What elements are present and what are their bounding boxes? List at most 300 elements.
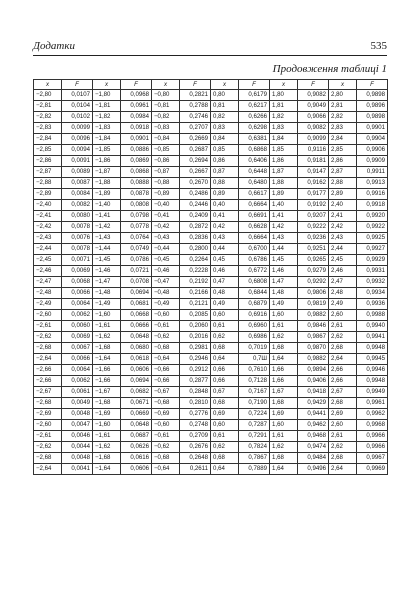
column-header-x: x bbox=[270, 80, 298, 90]
x-value-cell: −0,48 bbox=[152, 288, 180, 299]
x-value-cell: 0,62 bbox=[211, 332, 239, 343]
f-value-cell: 0,9819 bbox=[298, 299, 329, 310]
f-value-cell: 0,9867 bbox=[298, 332, 329, 343]
table-row bbox=[34, 288, 388, 299]
f-value-cell: 0,2776 bbox=[180, 409, 211, 420]
f-value-cell: 0,6298 bbox=[239, 123, 270, 134]
x-value-cell: −0,88 bbox=[152, 178, 180, 189]
f-value-cell: 0,0968 bbox=[121, 90, 152, 101]
f-value-cell: 0,2446 bbox=[180, 200, 211, 211]
x-value-cell: 1,68 bbox=[270, 453, 298, 464]
x-value-cell: 1,82 bbox=[270, 112, 298, 123]
x-value-cell: −1,42 bbox=[93, 222, 121, 233]
x-value-cell: −0,43 bbox=[152, 233, 180, 244]
f-value-cell: 0,9949 bbox=[357, 387, 388, 398]
x-value-cell: 2,85 bbox=[329, 145, 357, 156]
f-value-cell: 0,9251 bbox=[298, 244, 329, 255]
x-value-cell: −1,60 bbox=[93, 310, 121, 321]
f-value-cell: 0,0084 bbox=[62, 189, 93, 200]
x-value-cell: −0,40 bbox=[152, 200, 180, 211]
x-value-cell: 0,68 bbox=[211, 453, 239, 464]
x-value-cell: 2,66 bbox=[329, 376, 357, 387]
f-value-cell: 0,9966 bbox=[357, 431, 388, 442]
column-header-x: x bbox=[152, 80, 180, 90]
f-value-cell: 0,7190 bbox=[239, 398, 270, 409]
table-row bbox=[34, 156, 388, 167]
table-row bbox=[34, 354, 388, 365]
x-value-cell: −0,44 bbox=[152, 244, 180, 255]
f-value-cell: 0,0041 bbox=[62, 464, 93, 475]
f-value-cell: 0,0068 bbox=[62, 277, 93, 288]
x-value-cell: 2,66 bbox=[329, 365, 357, 376]
x-value-cell: −2,44 bbox=[34, 244, 62, 255]
f-value-cell: 0,0069 bbox=[62, 266, 93, 277]
x-value-cell: 1,44 bbox=[270, 244, 298, 255]
x-value-cell: 0,48 bbox=[211, 288, 239, 299]
column-header-f: F bbox=[62, 80, 93, 90]
x-value-cell: −0,62 bbox=[152, 332, 180, 343]
f-value-cell: 0,0878 bbox=[121, 189, 152, 200]
x-value-cell: 2,87 bbox=[329, 167, 357, 178]
f-value-cell: 0,7019 bbox=[239, 343, 270, 354]
f-value-cell: 0,9898 bbox=[357, 90, 388, 101]
f-value-cell: 0,9496 bbox=[298, 464, 329, 475]
x-value-cell: −1,61 bbox=[93, 321, 121, 332]
f-value-cell: 0,9945 bbox=[357, 354, 388, 365]
x-value-cell: 1,88 bbox=[270, 178, 298, 189]
x-value-cell: 0,60 bbox=[211, 420, 239, 431]
f-value-cell: 0,9207 bbox=[298, 211, 329, 222]
f-value-cell: 0,0067 bbox=[62, 343, 93, 354]
x-value-cell: −2,40 bbox=[34, 200, 62, 211]
x-value-cell: 2,68 bbox=[329, 453, 357, 464]
table-row bbox=[34, 365, 388, 376]
x-value-cell: −1,45 bbox=[93, 255, 121, 266]
table-row bbox=[34, 167, 388, 178]
x-value-cell: −0,68 bbox=[152, 343, 180, 354]
x-value-cell: −2,45 bbox=[34, 255, 62, 266]
x-value-cell: −1,40 bbox=[93, 200, 121, 211]
x-value-cell: 0,60 bbox=[211, 310, 239, 321]
f-value-cell: 0,2800 bbox=[180, 244, 211, 255]
x-value-cell: −1,48 bbox=[93, 288, 121, 299]
x-value-cell: −1,60 bbox=[93, 420, 121, 431]
f-value-cell: 0,9099 bbox=[298, 134, 329, 145]
table-row bbox=[34, 277, 388, 288]
column-header-x: x bbox=[211, 80, 239, 90]
f-value-cell: 0,0094 bbox=[62, 145, 93, 156]
f-value-cell: 0,0082 bbox=[62, 200, 93, 211]
x-value-cell: 2,42 bbox=[329, 222, 357, 233]
x-value-cell: −2,68 bbox=[34, 453, 62, 464]
f-value-cell: 0,9931 bbox=[357, 266, 388, 277]
f-value-cell: 0,9429 bbox=[298, 398, 329, 409]
x-value-cell: 0,64 bbox=[211, 354, 239, 365]
f-value-cell: 0,9929 bbox=[357, 255, 388, 266]
x-value-cell: 2,61 bbox=[329, 321, 357, 332]
f-value-cell: 0,0682 bbox=[121, 387, 152, 398]
x-value-cell: −1,82 bbox=[93, 112, 121, 123]
f-value-cell: 0,2748 bbox=[180, 420, 211, 431]
x-value-cell: 0,66 bbox=[211, 365, 239, 376]
f-value-cell: 0,0869 bbox=[121, 156, 152, 167]
table-row bbox=[34, 310, 388, 321]
x-value-cell: 2,43 bbox=[329, 233, 357, 244]
x-value-cell: −1,88 bbox=[93, 178, 121, 189]
x-value-cell: 2,80 bbox=[329, 90, 357, 101]
normal-distribution-table bbox=[33, 79, 388, 475]
table-row bbox=[34, 145, 388, 156]
f-value-cell: 0,0798 bbox=[121, 211, 152, 222]
f-value-cell: 0,2085 bbox=[180, 310, 211, 321]
table-row bbox=[34, 431, 388, 442]
f-value-cell: 0,0606 bbox=[121, 365, 152, 376]
f-value-cell: 0,9116 bbox=[298, 145, 329, 156]
x-value-cell: −2,64 bbox=[34, 464, 62, 475]
f-value-cell: 0,9948 bbox=[357, 376, 388, 387]
f-value-cell: 0,9934 bbox=[357, 288, 388, 299]
x-value-cell: 2,64 bbox=[329, 354, 357, 365]
f-value-cell: 0,9920 bbox=[357, 211, 388, 222]
f-value-cell: 0,6664 bbox=[239, 200, 270, 211]
column-header-f: F bbox=[121, 80, 152, 90]
f-value-cell: 0,0721 bbox=[121, 266, 152, 277]
x-value-cell: 0,46 bbox=[211, 266, 239, 277]
table-row bbox=[34, 299, 388, 310]
x-value-cell: 2,41 bbox=[329, 211, 357, 222]
page-number: 535 bbox=[370, 40, 387, 52]
x-value-cell: −1,86 bbox=[93, 156, 121, 167]
x-value-cell: −1,62 bbox=[93, 442, 121, 453]
x-value-cell: −2,89 bbox=[34, 189, 62, 200]
f-value-cell: 0,9967 bbox=[357, 453, 388, 464]
x-value-cell: 2,82 bbox=[329, 112, 357, 123]
x-value-cell: 0,85 bbox=[211, 145, 239, 156]
x-value-cell: 2,62 bbox=[329, 442, 357, 453]
x-value-cell: 0,64 bbox=[211, 464, 239, 475]
f-value-cell: 0,0064 bbox=[62, 299, 93, 310]
x-value-cell: −2,48 bbox=[34, 288, 62, 299]
x-value-cell: 0,61 bbox=[211, 321, 239, 332]
table-row bbox=[34, 442, 388, 453]
f-value-cell: 0,9049 bbox=[298, 101, 329, 112]
x-value-cell: −1,81 bbox=[93, 101, 121, 112]
x-value-cell: 1,45 bbox=[270, 255, 298, 266]
x-value-cell: 0,45 bbox=[211, 255, 239, 266]
f-value-cell: 0,9462 bbox=[298, 420, 329, 431]
f-value-cell: 0,9962 bbox=[357, 409, 388, 420]
f-value-cell: 0,7824 bbox=[239, 442, 270, 453]
table-row bbox=[34, 189, 388, 200]
table-row bbox=[34, 266, 388, 277]
x-value-cell: 2,48 bbox=[329, 288, 357, 299]
x-value-cell: 2,86 bbox=[329, 156, 357, 167]
x-value-cell: 0,69 bbox=[211, 409, 239, 420]
f-value-cell: 0,9906 bbox=[357, 145, 388, 156]
x-value-cell: −1,84 bbox=[93, 134, 121, 145]
column-header-f: F bbox=[357, 80, 388, 90]
x-value-cell: 0,42 bbox=[211, 222, 239, 233]
f-value-cell: 0,0886 bbox=[121, 145, 152, 156]
f-value-cell: 0,0080 bbox=[62, 211, 93, 222]
column-header-f: F bbox=[239, 80, 270, 90]
f-value-cell: 0,0888 bbox=[121, 178, 152, 189]
f-value-cell: 0,0076 bbox=[62, 233, 93, 244]
f-value-cell: 0,0099 bbox=[62, 123, 93, 134]
f-value-cell: 0,6406 bbox=[239, 156, 270, 167]
f-value-cell: 0,9913 bbox=[357, 178, 388, 189]
x-value-cell: −2,60 bbox=[34, 420, 62, 431]
x-value-cell: −1,83 bbox=[93, 123, 121, 134]
f-value-cell: 0,7610 bbox=[239, 365, 270, 376]
f-value-cell: 0,9988 bbox=[357, 310, 388, 321]
f-value-cell: 0,0764 bbox=[121, 233, 152, 244]
f-value-cell: 0,9966 bbox=[357, 442, 388, 453]
f-value-cell: 0,2872 bbox=[180, 222, 211, 233]
x-value-cell: −1,66 bbox=[93, 376, 121, 387]
table-row bbox=[34, 90, 388, 101]
f-value-cell: 0,7224 bbox=[239, 409, 270, 420]
f-value-cell: 0,0062 bbox=[62, 310, 93, 321]
x-value-cell: −2,84 bbox=[34, 134, 62, 145]
x-value-cell: 0,40 bbox=[211, 200, 239, 211]
f-value-cell: 0,9418 bbox=[298, 387, 329, 398]
f-value-cell: 0,9940 bbox=[357, 321, 388, 332]
f-value-cell: 0,9882 bbox=[298, 310, 329, 321]
table-row bbox=[34, 398, 388, 409]
x-value-cell: −1,66 bbox=[93, 365, 121, 376]
x-value-cell: −0,61 bbox=[152, 431, 180, 442]
f-value-cell: 0,9948 bbox=[357, 343, 388, 354]
f-value-cell: 0,9147 bbox=[298, 167, 329, 178]
x-value-cell: 2,64 bbox=[329, 464, 357, 475]
f-value-cell: 0,6700 bbox=[239, 244, 270, 255]
f-value-cell: 0,9918 bbox=[357, 200, 388, 211]
x-value-cell: 1,83 bbox=[270, 123, 298, 134]
f-value-cell: 0,6480 bbox=[239, 178, 270, 189]
f-value-cell: 0,9901 bbox=[357, 123, 388, 134]
x-value-cell: −1,46 bbox=[93, 266, 121, 277]
x-value-cell: −1,62 bbox=[93, 332, 121, 343]
x-value-cell: −0,85 bbox=[152, 145, 180, 156]
f-value-cell: 0,0808 bbox=[121, 200, 152, 211]
x-value-cell: 1,67 bbox=[270, 387, 298, 398]
f-value-cell: 0,6868 bbox=[239, 145, 270, 156]
x-value-cell: −2,85 bbox=[34, 145, 62, 156]
f-value-cell: 0,9468 bbox=[298, 431, 329, 442]
x-value-cell: 2,47 bbox=[329, 277, 357, 288]
f-value-cell: 0,0984 bbox=[121, 112, 152, 123]
column-header-x: x bbox=[34, 80, 62, 90]
x-value-cell: −1,41 bbox=[93, 211, 121, 222]
f-value-cell: 0,6664 bbox=[239, 233, 270, 244]
f-value-cell: 0,2121 bbox=[180, 299, 211, 310]
header-rule bbox=[33, 55, 387, 56]
x-value-cell: −0,83 bbox=[152, 123, 180, 134]
x-value-cell: −1,68 bbox=[93, 453, 121, 464]
f-value-cell: 0,6381 bbox=[239, 134, 270, 145]
f-value-cell: 0,7867 bbox=[239, 453, 270, 464]
x-value-cell: 1,47 bbox=[270, 277, 298, 288]
x-value-cell: −0,46 bbox=[152, 266, 180, 277]
f-value-cell: 0,9925 bbox=[357, 233, 388, 244]
f-value-cell: 0,9932 bbox=[357, 277, 388, 288]
x-value-cell: −1,87 bbox=[93, 167, 121, 178]
x-value-cell: −2,43 bbox=[34, 233, 62, 244]
column-header-x: x bbox=[93, 80, 121, 90]
x-value-cell: −0,86 bbox=[152, 156, 180, 167]
x-value-cell: −0,69 bbox=[152, 409, 180, 420]
f-value-cell: 0,2848 bbox=[180, 387, 211, 398]
f-value-cell: 0,0104 bbox=[62, 101, 93, 112]
f-value-cell: 0,6691 bbox=[239, 211, 270, 222]
x-value-cell: −2,66 bbox=[34, 365, 62, 376]
f-value-cell: 0,9082 bbox=[298, 123, 329, 134]
x-value-cell: 2,68 bbox=[329, 343, 357, 354]
f-value-cell: 0,9082 bbox=[298, 90, 329, 101]
x-value-cell: 2,45 bbox=[329, 255, 357, 266]
x-value-cell: 0,89 bbox=[211, 189, 239, 200]
x-value-cell: −1,68 bbox=[93, 398, 121, 409]
x-value-cell: 1,66 bbox=[270, 365, 298, 376]
f-value-cell: 0,2192 bbox=[180, 277, 211, 288]
x-value-cell: 1,68 bbox=[270, 343, 298, 354]
x-value-cell: 2,49 bbox=[329, 299, 357, 310]
column-header-x: x bbox=[329, 80, 357, 90]
f-value-cell: 0,0091 bbox=[62, 156, 93, 167]
x-value-cell: −1,85 bbox=[93, 145, 121, 156]
x-value-cell: 1,80 bbox=[270, 90, 298, 101]
x-value-cell: 0,84 bbox=[211, 134, 239, 145]
table-row bbox=[34, 420, 388, 431]
f-value-cell: 0,9896 bbox=[357, 101, 388, 112]
f-value-cell: 0,0044 bbox=[62, 442, 93, 453]
x-value-cell: −2,83 bbox=[34, 123, 62, 134]
f-value-cell: 0,0687 bbox=[121, 431, 152, 442]
f-value-cell: 0,0918 bbox=[121, 123, 152, 134]
x-value-cell: 1,81 bbox=[270, 101, 298, 112]
f-value-cell: 0,7287 bbox=[239, 420, 270, 431]
f-value-cell: 0,9882 bbox=[298, 354, 329, 365]
f-value-cell: 0,2264 bbox=[180, 255, 211, 266]
f-value-cell: 0,7128 bbox=[239, 376, 270, 387]
table-row bbox=[34, 387, 388, 398]
x-value-cell: −1,43 bbox=[93, 233, 121, 244]
f-value-cell: 0,9181 bbox=[298, 156, 329, 167]
x-value-cell: 1,64 bbox=[270, 354, 298, 365]
f-value-cell: 0,2981 bbox=[180, 343, 211, 354]
x-value-cell: −0,60 bbox=[152, 420, 180, 431]
x-value-cell: 1,61 bbox=[270, 321, 298, 332]
f-value-cell: 0,2709 bbox=[180, 431, 211, 442]
x-value-cell: 1,43 bbox=[270, 233, 298, 244]
x-value-cell: −0,62 bbox=[152, 442, 180, 453]
x-value-cell: −2,41 bbox=[34, 211, 62, 222]
x-value-cell: 1,64 bbox=[270, 464, 298, 475]
f-value-cell: 0,9162 bbox=[298, 178, 329, 189]
x-value-cell: 1,62 bbox=[270, 442, 298, 453]
f-value-cell: 0,0089 bbox=[62, 167, 93, 178]
x-value-cell: −0,61 bbox=[152, 321, 180, 332]
x-value-cell: −1,68 bbox=[93, 343, 121, 354]
f-value-cell: 0,0087 bbox=[62, 178, 93, 189]
x-value-cell: 0,82 bbox=[211, 112, 239, 123]
f-value-cell: 0,0062 bbox=[62, 376, 93, 387]
f-value-cell: 0,7167 bbox=[239, 387, 270, 398]
f-value-cell: 0,0648 bbox=[121, 420, 152, 431]
f-value-cell: 0,9806 bbox=[298, 288, 329, 299]
f-value-cell: 0,9441 bbox=[298, 409, 329, 420]
x-value-cell: −1,49 bbox=[93, 299, 121, 310]
f-value-cell: 0,6617 bbox=[239, 189, 270, 200]
x-value-cell: −2,67 bbox=[34, 387, 62, 398]
x-value-cell: 1,49 bbox=[270, 299, 298, 310]
table-row bbox=[34, 123, 388, 134]
x-value-cell: −0,66 bbox=[152, 365, 180, 376]
f-value-cell: 0,2611 bbox=[180, 464, 211, 475]
f-value-cell: 0,6844 bbox=[239, 288, 270, 299]
f-value-cell: 0,9846 bbox=[298, 321, 329, 332]
x-value-cell: −1,89 bbox=[93, 189, 121, 200]
x-value-cell: −2,82 bbox=[34, 112, 62, 123]
x-value-cell: 2,81 bbox=[329, 101, 357, 112]
x-value-cell: −0,67 bbox=[152, 387, 180, 398]
f-value-cell: 0,2667 bbox=[180, 167, 211, 178]
f-value-cell: 0,0778 bbox=[121, 222, 152, 233]
f-value-cell: 0,6772 bbox=[239, 266, 270, 277]
f-value-cell: 0,2821 bbox=[180, 90, 211, 101]
f-value-cell: 0,0694 bbox=[121, 288, 152, 299]
x-value-cell: −0,47 bbox=[152, 277, 180, 288]
f-value-cell: 0,2707 bbox=[180, 123, 211, 134]
x-value-cell: 2,60 bbox=[329, 310, 357, 321]
x-value-cell: 0,61 bbox=[211, 431, 239, 442]
f-value-cell: 0,9961 bbox=[357, 398, 388, 409]
f-value-cell: 0,6628 bbox=[239, 222, 270, 233]
f-value-cell: 0,0868 bbox=[121, 167, 152, 178]
x-value-cell: −1,44 bbox=[93, 244, 121, 255]
x-value-cell: 0,43 bbox=[211, 233, 239, 244]
x-value-cell: −2,81 bbox=[34, 101, 62, 112]
x-value-cell: −2,80 bbox=[34, 90, 62, 101]
table-row bbox=[34, 376, 388, 387]
f-value-cell: 0,0749 bbox=[121, 244, 152, 255]
f-value-cell: 0,2648 bbox=[180, 453, 211, 464]
table-row bbox=[34, 211, 388, 222]
x-value-cell: −2,62 bbox=[34, 442, 62, 453]
f-value-cell: 0,9265 bbox=[298, 255, 329, 266]
f-value-cell: 0,9066 bbox=[298, 112, 329, 123]
x-value-cell: −1,61 bbox=[93, 431, 121, 442]
x-value-cell: 2,40 bbox=[329, 200, 357, 211]
f-value-cell: 0,9936 bbox=[357, 299, 388, 310]
x-value-cell: 2,62 bbox=[329, 332, 357, 343]
x-value-cell: −2,66 bbox=[34, 376, 62, 387]
f-value-cell: 0,0102 bbox=[62, 112, 93, 123]
x-value-cell: 0,68 bbox=[211, 398, 239, 409]
f-value-cell: 0,0069 bbox=[62, 332, 93, 343]
x-value-cell: −2,49 bbox=[34, 299, 62, 310]
x-value-cell: 2,69 bbox=[329, 409, 357, 420]
f-value-cell: 0,6179 bbox=[239, 90, 270, 101]
f-value-cell: 0,0648 bbox=[121, 332, 152, 343]
x-value-cell: −1,47 bbox=[93, 277, 121, 288]
x-value-cell: 1,85 bbox=[270, 145, 298, 156]
f-value-cell: 0,9292 bbox=[298, 277, 329, 288]
f-value-cell: 0,2486 bbox=[180, 189, 211, 200]
x-value-cell: −0,82 bbox=[152, 112, 180, 123]
f-value-cell: 0,9894 bbox=[298, 365, 329, 376]
